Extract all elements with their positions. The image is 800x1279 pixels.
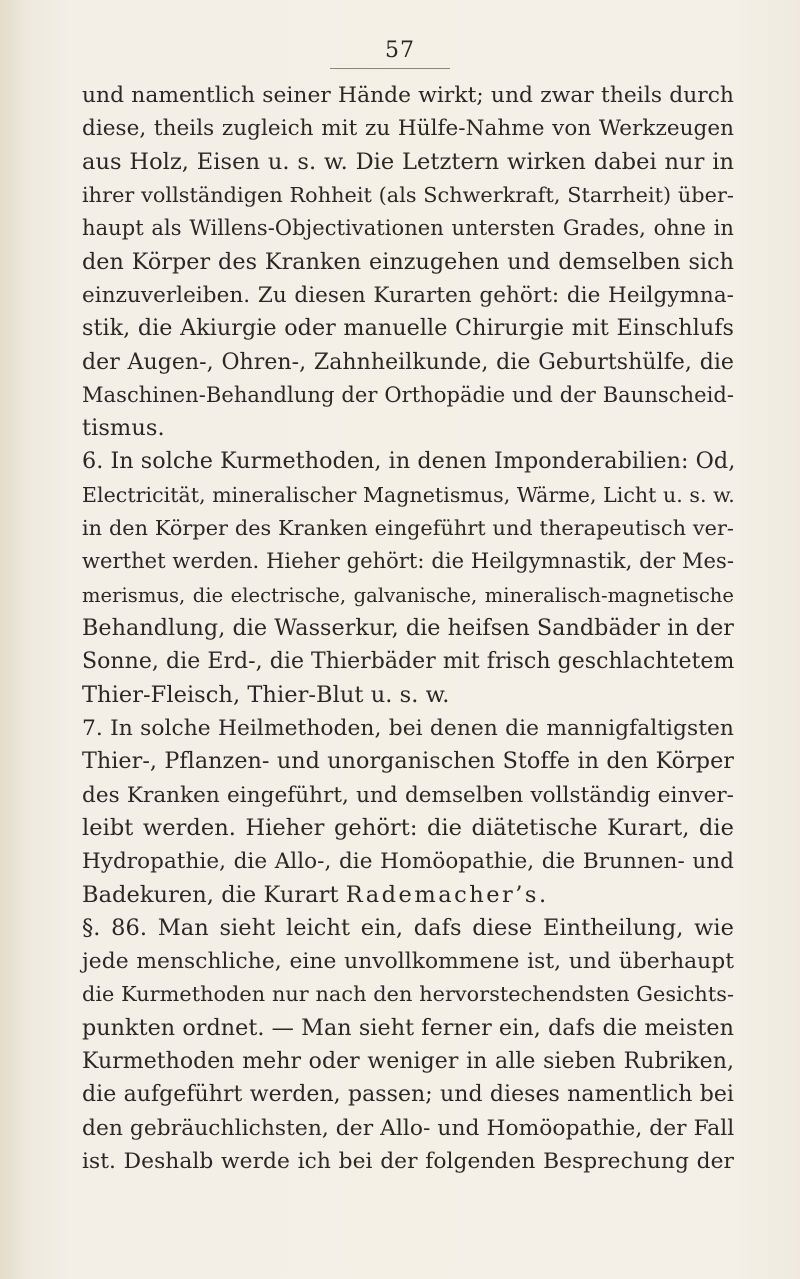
text-line: Behandlung, die Wasserkur, die heifsen Sandbäder in der (82, 615, 734, 641)
text-line-start: Badekuren, die Kurart (82, 881, 339, 908)
text-line (82, 879, 734, 912)
text-line: Electricität, mineralischer Magnetismus, Wärme, Licht u. s. w. (82, 482, 735, 507)
text-line: werthet werden. Hieher gehört: die Heilgymnastik, der Mes- (82, 549, 734, 574)
text-line: tismus. (82, 415, 165, 442)
text-line: 7. In solche Heilmethoden, bei denen die mannigfaltigsten (82, 715, 734, 741)
text-line: diese, theils zugleich mit zu Hülfe-Nahme von Werkzeugen (82, 116, 734, 142)
text-line: Hydropathie, die Allo-, die Homöopathie, die Brunnen- und (82, 849, 734, 875)
text-line: in den Körper des Kranken eingeführt und therapeutisch ver- (82, 516, 734, 541)
text-line: der Augen-, Ohren-, Zahnheilkunde, die Geburtshülfe, die (82, 349, 734, 375)
page-number: 57 (385, 38, 415, 63)
text-line: Maschinen-Behandlung der Orthopädie und der Baunscheid- (82, 382, 734, 407)
text-line: ihrer vollständigen Rohheit (als Schwerkraft, Starrheit) über- (82, 182, 734, 207)
text-line: haupt als Willens-Objectivationen untersten Grades, ohne in (82, 216, 734, 241)
text-line: Sonne, die Erd-, die Thierbäder mit frisch geschlachtetem (82, 649, 735, 675)
text-line: ist. Deshalb werde ich bei der folgenden Besprechung der (82, 1149, 734, 1174)
body-text (82, 79, 734, 1178)
text-line: einzuverleiben. Zu diesen Kurarten gehört: die Heilgymna- (82, 282, 734, 308)
text-line: jede menschliche, eine unvollkommene ist, und überhaupt (82, 949, 734, 975)
text-line: die aufgeführt werden, passen; und dieses namentlich bei (82, 1082, 734, 1108)
text-line: §. 86. Man sieht leicht ein, dafs diese Eintheilung, wie (82, 914, 734, 941)
text-line: leibt werden. Hieher gehört: die diätetische Kurart, die (82, 814, 734, 841)
text-line: Thier-Fleisch, Thier-Blut u. s. w. (82, 681, 450, 708)
text-line: merismus, die electrische, galvanische, mineralisch-magnetische (82, 583, 734, 607)
text-line: stik, die Akiurgie oder manuelle Chirurgie mit Einschlufs (82, 315, 734, 342)
text-line: aus Holz, Eisen u. s. w. Die Letztern wirken dabei nur in (82, 148, 734, 175)
text-line: des Kranken eingeführt, und demselben vollständig einver- (82, 782, 734, 808)
text-line: den Körper des Kranken einzugehen und demselben sich (82, 248, 734, 275)
text-line: Kurmethoden mehr oder weniger in alle sieben Rubriken, (82, 1049, 734, 1075)
spaced-name: Rademacher’s. (345, 881, 549, 908)
text-line: und namentlich seiner Hände wirkt; und zwar theils durch (82, 83, 734, 108)
header-rule (330, 68, 450, 69)
text-line: 6. In solche Kurmethoden, in denen Imponderabilien: Od, (82, 448, 736, 475)
text-line: Thier-, Pflanzen- und unorganischen Stoffe in den Körper (82, 748, 734, 775)
text-line: punkten ordnet. — Man sieht ferner ein, dafs die meisten (82, 1014, 734, 1041)
text-line: die Kurmethoden nur nach den hervorstechendsten Gesichts- (82, 982, 734, 1007)
text-line: den gebräuchlichsten, der Allo- und Homöopathie, der Fall (82, 1115, 735, 1141)
